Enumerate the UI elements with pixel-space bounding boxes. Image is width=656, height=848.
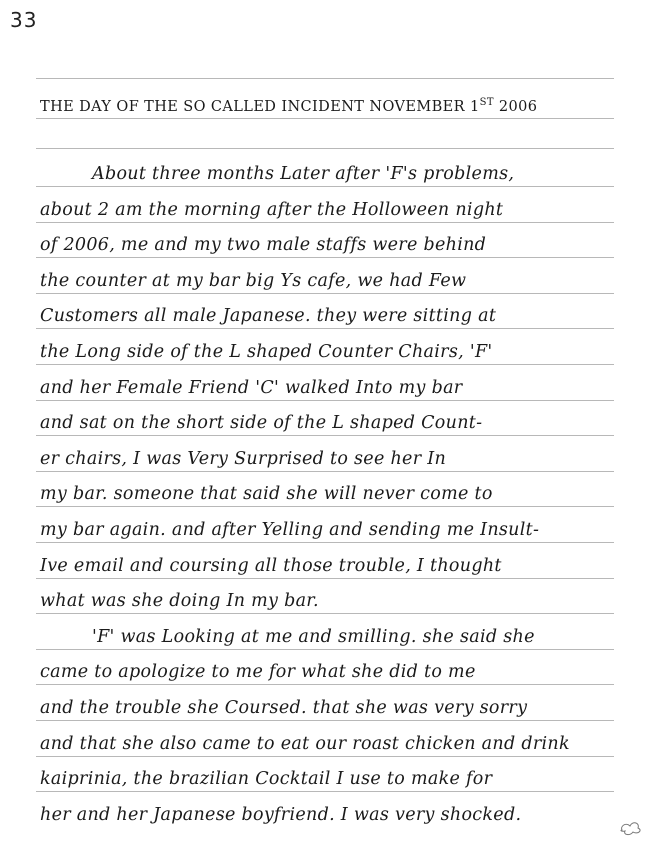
text-line: the Long side of the L shaped Counter Chairs, 'F' [40,342,493,362]
ruled-line [36,328,614,329]
ruled-line [36,78,614,79]
text-line: and her Female Friend 'C' walked Into my bar [40,378,463,398]
text-line: 'F' was Looking at me and smilling. she said she [92,627,535,647]
ruled-line [36,400,614,401]
text-line: what was she doing In my bar. [40,591,319,611]
text-line: Customers all male Japanese. they were sitting at [40,306,497,326]
text-line: Ive email and coursing all those trouble, I thought [40,556,502,576]
title-year: 2006 [498,98,538,115]
ruled-line [36,148,614,149]
text-line: came to apologize to me for what she did to me [40,662,476,682]
page-number: 33 [10,8,38,32]
text-line: about 2 am the morning after the Holloween night [40,200,504,220]
ruled-line [36,756,614,757]
ruled-line [36,578,614,579]
title-ordinal: ST [479,97,494,108]
text-line: and sat on the short side of the L shaped Count- [40,413,483,433]
ruled-line [36,435,614,436]
ruled-line [36,222,614,223]
text-line: and the trouble she Coursed. that she was very sorry [40,698,528,718]
ruled-line [36,293,614,294]
text-line: er chairs, I was Very Surprised to see her In [40,449,447,469]
ruled-line [36,791,614,792]
ruled-line [36,720,614,721]
ruled-line [36,186,614,187]
text-line: my bar again. and after Yelling and sending me Insult- [40,520,540,540]
ruled-line [36,471,614,472]
text-line: and that she also came to eat our roast chicken and drink [40,734,570,754]
text-line: my bar. someone that said she will never come to [40,484,493,504]
ruled-line [36,613,614,614]
text-line: the counter at my bar big Ys cafe, we had Few [40,271,467,291]
doodle-mark [618,818,644,836]
ruled-line [36,364,614,365]
text-line: About three months Later after 'F's problems, [92,164,515,184]
text-line: her and her Japanese boyfriend. I was very shocked. [40,805,522,825]
text-line: of 2006, me and my two male staffs were behind [40,235,487,255]
ruled-line [36,257,614,258]
page-title [40,92,630,118]
ruled-line [36,506,614,507]
ruled-line [36,684,614,685]
ruled-line [36,542,614,543]
ruled-line [36,649,614,650]
text-line: kaiprinia, the brazilian Cocktail I use to make for [40,769,493,789]
ruled-line [36,118,614,119]
title-text: THE DAY OF THE SO CALLED INCIDENT NOVEMBER 1 [40,98,480,115]
